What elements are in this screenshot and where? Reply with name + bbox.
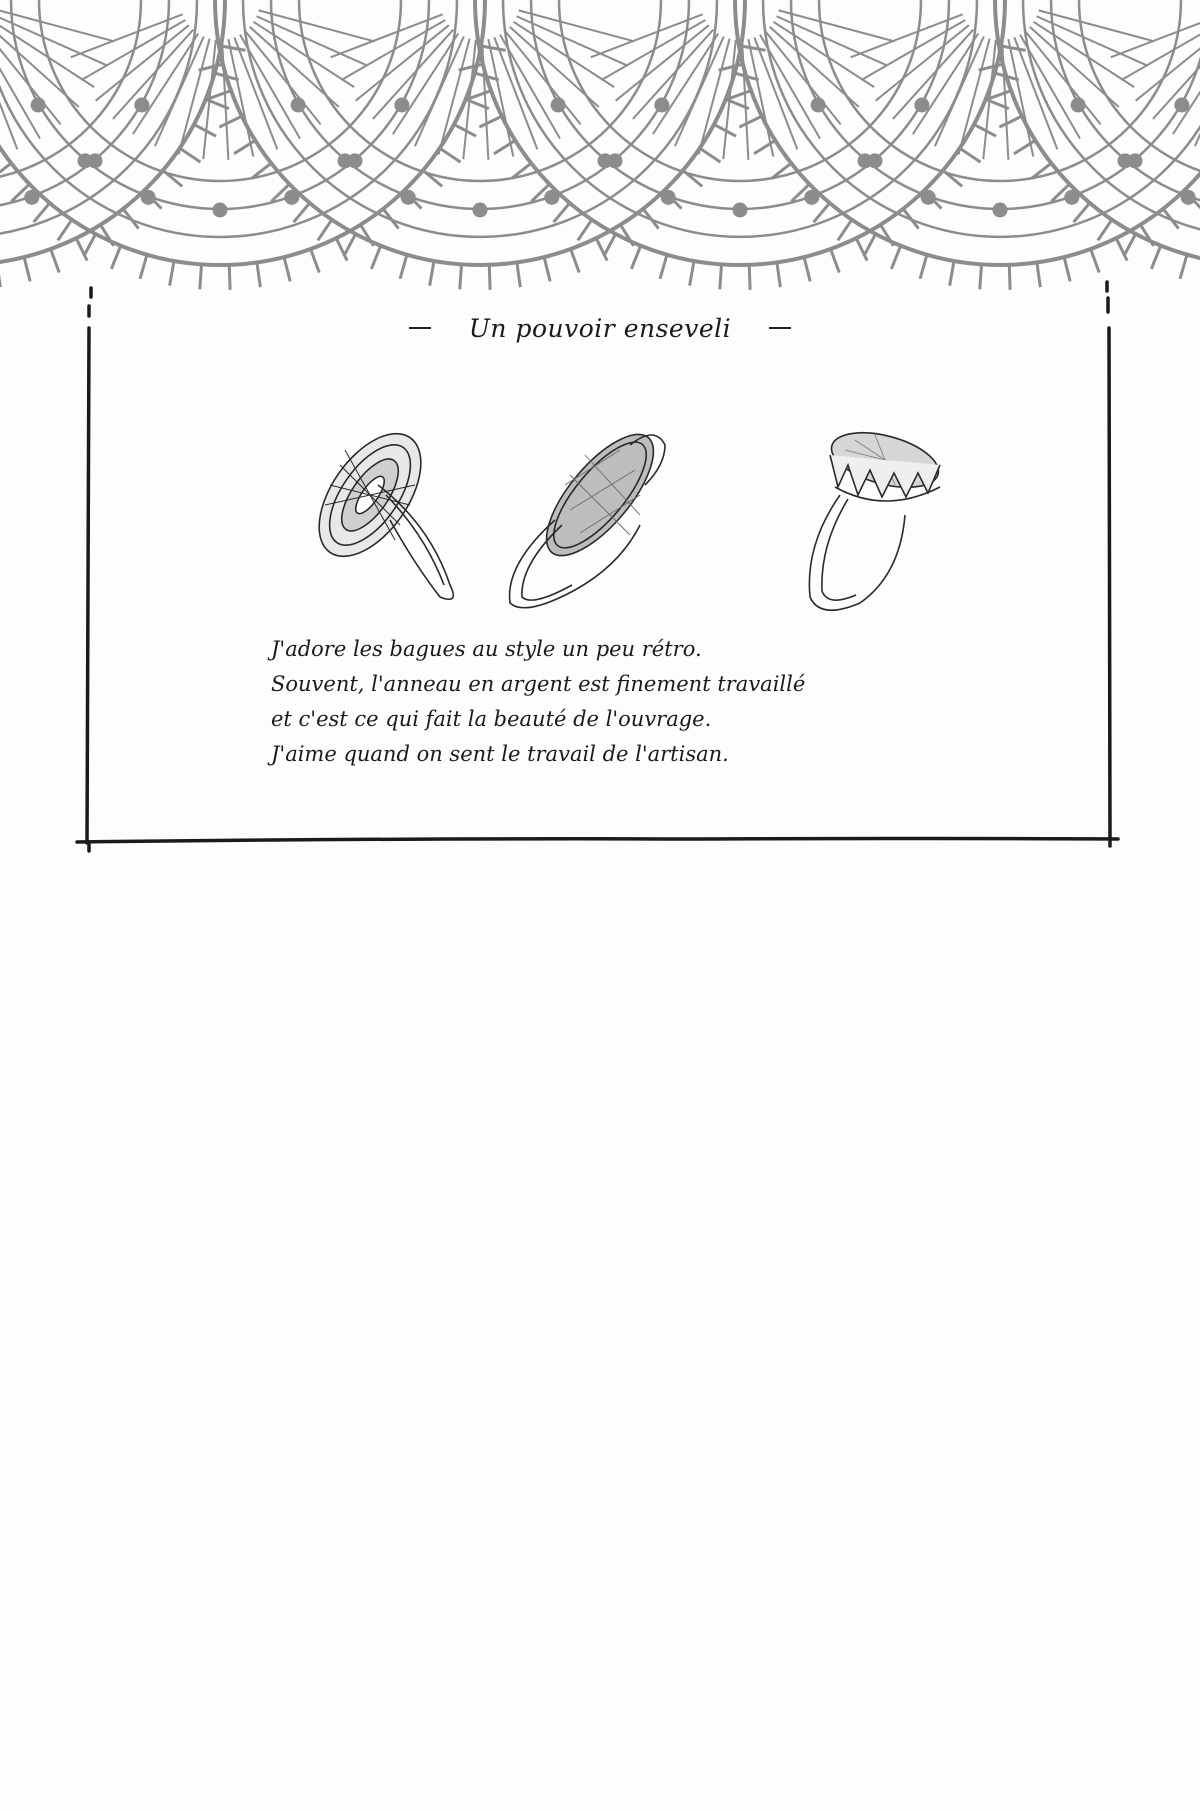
text-line: J'aime quand on sent le travail de l'artisan.	[271, 742, 729, 766]
page-title: Un pouvoir enseveli	[468, 313, 732, 343]
text-line: et c'est ce qui fait la beauté de l'ouvrage.	[271, 707, 712, 731]
text-line: J'adore les bagues au style un peu rétro.	[271, 637, 702, 661]
rings-illustration	[300, 425, 990, 620]
title-dash-left	[409, 327, 431, 329]
title-row	[0, 308, 1200, 348]
text-line: Souvent, l'anneau en argent est finement travaillé	[271, 672, 806, 696]
ring-oval-icon	[510, 425, 672, 608]
title-dash-right	[769, 327, 791, 329]
ring-engraved-icon	[300, 425, 453, 599]
body-text	[271, 632, 911, 772]
ring-crown-icon	[809, 425, 944, 610]
